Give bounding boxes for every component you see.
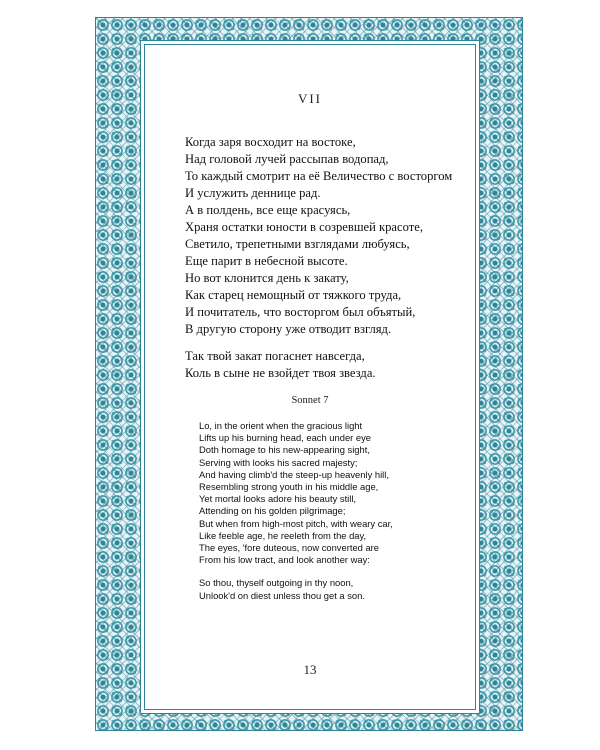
poem-line: Светило, трепетными взглядами любуясь,	[185, 237, 410, 251]
poem-line: Yet mortal looks adore his beauty still,	[199, 493, 357, 505]
couplet-line: Коль в сыне не взойдет твоя звезда.	[185, 366, 376, 380]
couplet-line: Так твой закат погаснет навсегда,	[185, 349, 365, 363]
stanza-gap	[199, 566, 459, 577]
poem-line: But when from high-most pitch, with weary car,	[199, 517, 393, 529]
poem-line: From his low tract, and look another way:	[199, 554, 370, 566]
poem-line: И почитатель, что восторгом был объятый,	[185, 305, 416, 319]
poem-line: Над головой лучей рассыпав водопад,	[185, 152, 389, 166]
russian-poem	[185, 134, 475, 382]
poem-line: The eyes, 'fore duteous, now converted are	[199, 542, 380, 554]
poem-line: Serving with looks his sacred majesty;	[199, 456, 358, 468]
poem-line: Еще парит в небесной высоте.	[185, 254, 348, 268]
page-number: 13	[303, 662, 317, 677]
poem-line: В другую сторону уже отводит взгляд.	[185, 322, 392, 336]
sonnet-title: Sonnet 7	[291, 395, 329, 406]
poem-line: Like feeble age, he reeleth from the day,	[199, 529, 367, 541]
poem-line: И услужить деннице рад.	[185, 186, 321, 200]
text-panel	[144, 44, 476, 710]
poem-line: Attending on his golden pilgrimage;	[199, 505, 346, 517]
couplet-line: Unlook'd on diest unless thou get a son.	[199, 589, 365, 601]
poem-line: Но вот клонится день к закату,	[185, 271, 349, 285]
poem-line: Lo, in the orient when the gracious light	[199, 420, 363, 431]
poem-line: Как старец немощный от тяжкого труда,	[185, 288, 402, 302]
poem-line: Resembling strong youth in his middle age,	[199, 481, 379, 493]
english-poem	[199, 420, 459, 602]
poem-line: А в полдень, все еще красуясь,	[185, 203, 351, 217]
stanza-gap	[185, 338, 475, 348]
chapter-numeral: VII	[297, 91, 323, 106]
poem-line: То каждый смотрит на её Величество с восторгом	[185, 169, 453, 183]
couplet-line: So thou, thyself outgoing in thy noon,	[199, 577, 354, 589]
poem-line: And having climb'd the steep-up heavenly hill,	[199, 468, 389, 480]
poem-line: Doth homage to his new-appearing sight,	[199, 444, 370, 456]
poem-line: Храня остатки юности в созревшей красоте,	[185, 220, 423, 234]
poem-line: Когда заря восходит на востоке,	[185, 135, 356, 149]
poem-line: Lifts up his burning head, each under eye	[199, 432, 371, 444]
